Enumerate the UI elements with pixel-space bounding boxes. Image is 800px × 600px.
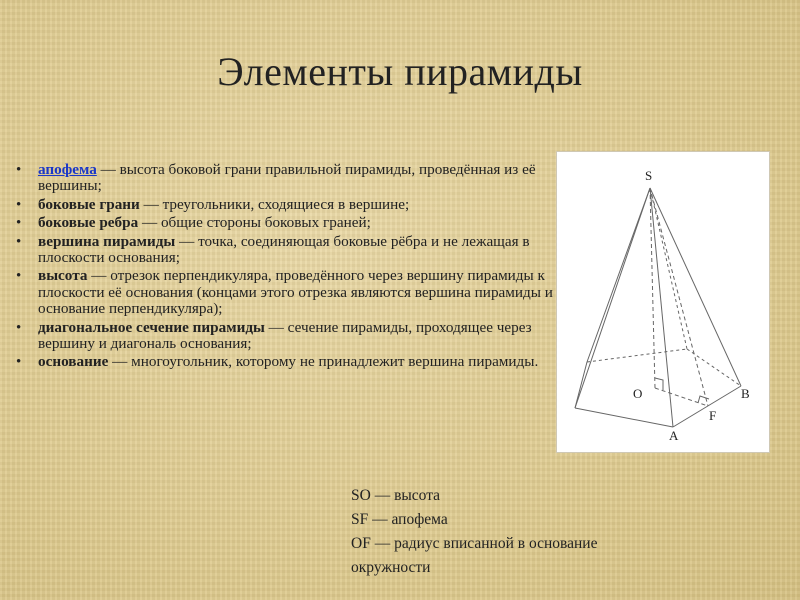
term-name: диагональное сечение пирамиды: [38, 318, 265, 336]
label-f: F: [709, 408, 717, 423]
base-edge: [575, 362, 587, 408]
list-item: [12, 320, 560, 353]
term-name: основание: [38, 353, 109, 371]
bullet-icon: •: [16, 215, 22, 232]
legend-apothem: SF — апофема: [351, 511, 448, 528]
base-edge: [673, 386, 741, 427]
term-name: боковые грани: [38, 195, 140, 213]
lateral-edge: [575, 188, 650, 408]
right-angle-marker: [698, 396, 709, 403]
figure-legend: [351, 484, 791, 580]
label-a: A: [669, 428, 679, 443]
base-edge: [575, 408, 673, 427]
pyramid-diagram: [557, 152, 769, 452]
term-definition: — общие стороны боковых граней;: [138, 214, 371, 232]
bullet-icon: •: [16, 354, 22, 371]
term-definition: — высота боковой грани правильной пирамиды, проведённая из её вершины;: [38, 161, 536, 195]
list-item: [12, 354, 560, 370]
legend-radius-cont: окружности: [351, 559, 431, 576]
list-item: [12, 268, 560, 317]
label-b: B: [741, 386, 750, 401]
apothem-sf: [650, 188, 708, 406]
term-definition: — треугольники, сходящиеся в вершине;: [139, 195, 410, 213]
bullet-icon: •: [16, 268, 22, 285]
hidden-base-edge: [587, 349, 687, 362]
list-item: [12, 197, 560, 213]
term-definition: — сечение пирамиды, проходящее через вершину и диагональ основания;: [38, 318, 532, 353]
list-item: [12, 215, 560, 231]
term-name: высота: [38, 267, 88, 285]
bullet-icon: •: [16, 196, 22, 213]
list-item: [12, 234, 560, 267]
pyramid-figure: [556, 151, 770, 453]
term-name: боковые ребра: [38, 214, 139, 232]
bullet-icon: •: [16, 233, 22, 250]
slide-title: Элементы пирамиды: [217, 49, 583, 94]
label-s: S: [645, 168, 653, 183]
apothem-link[interactable]: апофема: [38, 161, 97, 178]
bullet-icon: •: [16, 319, 22, 336]
terms-list: [12, 162, 560, 373]
term-definition: — отрезок перпендикуляра, проведённого через вершину пирамиды к плоскости её основания (концами этого отрезка являются вершина пирамиды и основание перпендикуляра);: [38, 267, 553, 318]
term-definition: — точка, соединяющая боковые рёбра и не лежащая в плоскости основания;: [38, 232, 530, 267]
lateral-edge: [587, 188, 650, 362]
legend-radius: OF — радиус вписанной в основание: [351, 535, 598, 552]
label-o: O: [633, 386, 643, 401]
legend-height: SO — высота: [351, 487, 441, 504]
term-name: вершина пирамиды: [38, 232, 176, 250]
list-item: [12, 162, 560, 195]
term-definition: — многоугольник, которому не принадлежит вершина пирамиды.: [108, 353, 539, 371]
bullet-icon: •: [16, 162, 22, 178]
hidden-lateral-edge: [650, 188, 687, 349]
lateral-edge: [650, 188, 741, 386]
